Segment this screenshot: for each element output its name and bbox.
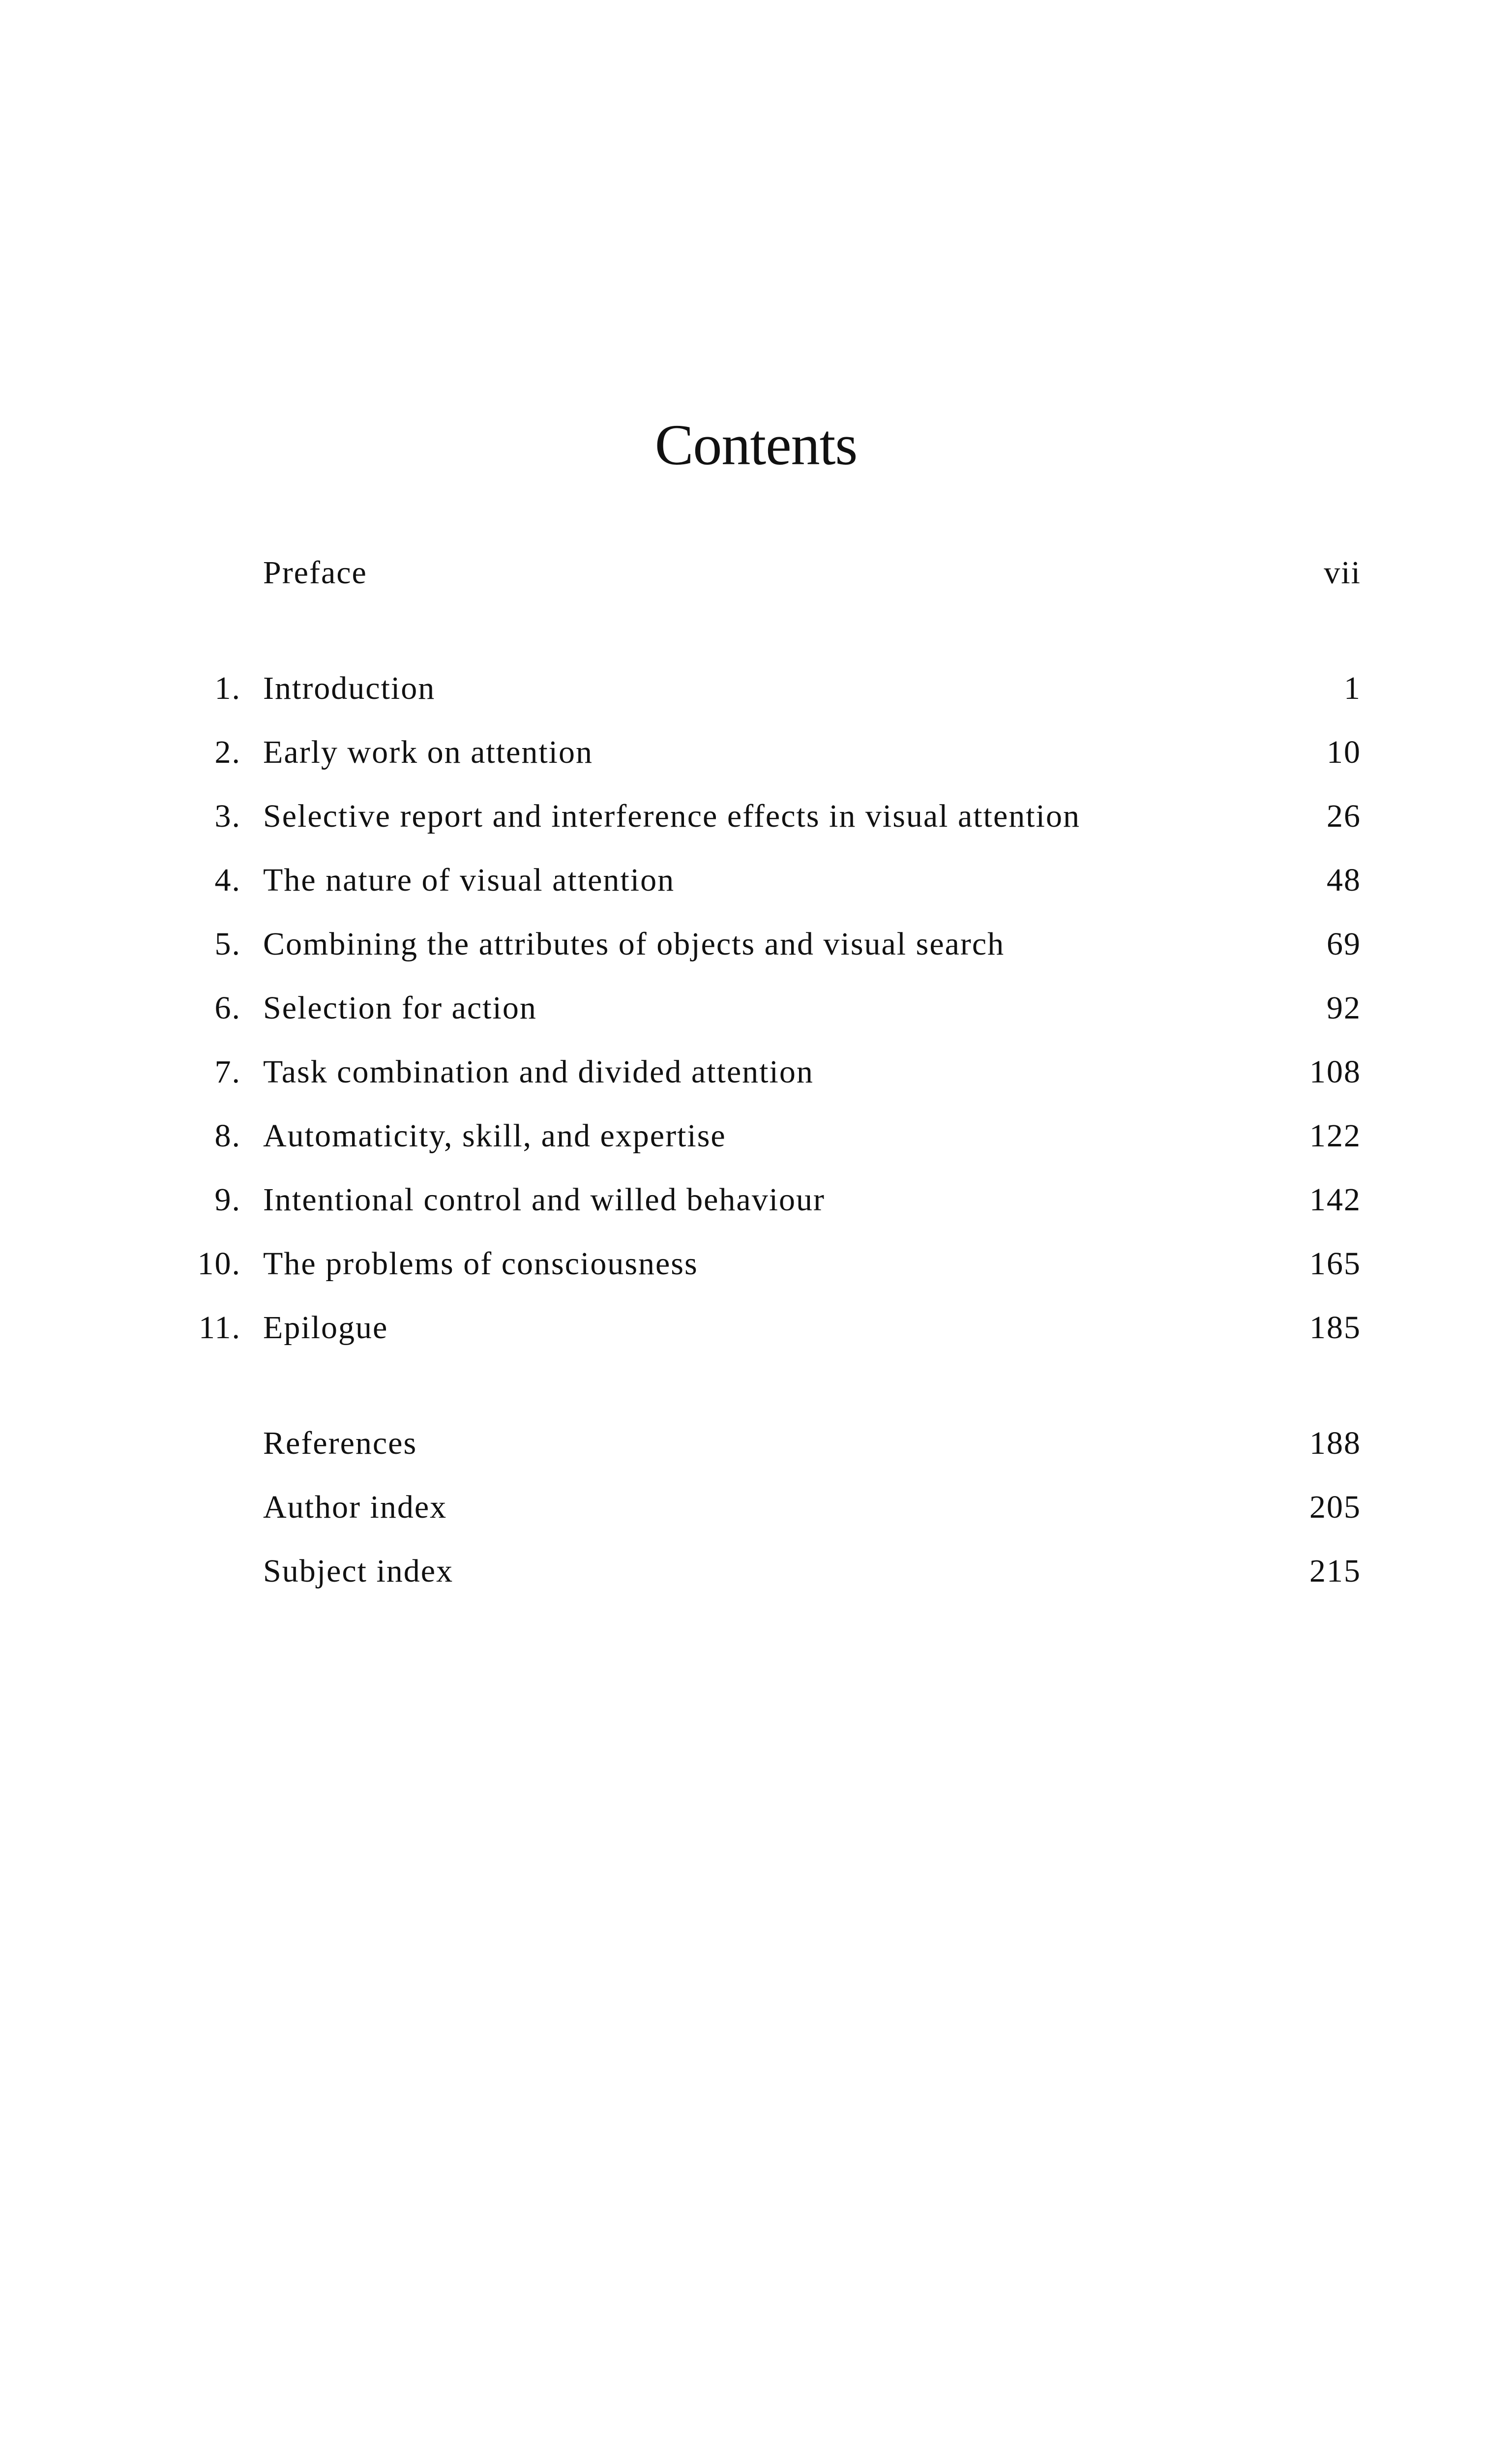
toc-entry-label: Selection for action bbox=[263, 990, 537, 1026]
toc-entry-page: 26 bbox=[1327, 798, 1361, 834]
toc-entry-label: Selective report and interference effects in visual attention bbox=[263, 798, 1080, 834]
toc-entry-label: Epilogue bbox=[263, 1310, 388, 1346]
toc-chapter-number: 5. bbox=[214, 926, 241, 962]
toc-entry-page: 69 bbox=[1327, 926, 1361, 962]
toc-chapter-number: 11. bbox=[198, 1310, 241, 1346]
toc-chapter-number: 9. bbox=[214, 1182, 241, 1218]
toc-entry-chapter-3 bbox=[0, 789, 1512, 843]
toc-entry-label: The problems of consciousness bbox=[263, 1246, 698, 1282]
toc-entry-chapter-6 bbox=[0, 981, 1512, 1035]
toc-entry-chapter-2 bbox=[0, 725, 1512, 780]
toc-entry-preface bbox=[0, 546, 1512, 600]
toc-entry-page: vii bbox=[1324, 555, 1361, 591]
toc-entry-page: 1 bbox=[1344, 670, 1361, 706]
toc-chapter-number: 7. bbox=[214, 1054, 241, 1090]
toc-chapter-number: 3. bbox=[214, 798, 241, 834]
toc-entry-chapter-5 bbox=[0, 917, 1512, 971]
toc-entry-label: Automaticity, skill, and expertise bbox=[263, 1118, 726, 1154]
toc-entry-label: References bbox=[263, 1425, 417, 1461]
toc-chapter-number: 4. bbox=[214, 862, 241, 898]
toc-entry-label: Subject index bbox=[263, 1553, 454, 1589]
toc-entry-chapter-8 bbox=[0, 1109, 1512, 1163]
toc-chapter-number: 6. bbox=[214, 990, 241, 1026]
toc-entry-label: Combining the attributes of objects and visual search bbox=[263, 926, 1005, 962]
toc-entry-chapter-7 bbox=[0, 1045, 1512, 1099]
toc-entry-page: 142 bbox=[1309, 1182, 1361, 1218]
toc-entry-chapter-9 bbox=[0, 1173, 1512, 1227]
toc-entry-page: 48 bbox=[1327, 862, 1361, 898]
toc-entry-page: 215 bbox=[1309, 1553, 1361, 1589]
toc-entry-label: Early work on attention bbox=[263, 734, 593, 770]
toc-entry-chapter-10 bbox=[0, 1237, 1512, 1291]
toc-entry-label: The nature of visual attention bbox=[263, 862, 675, 898]
toc-entry-page: 165 bbox=[1309, 1246, 1361, 1282]
toc-entry-label: Introduction bbox=[263, 670, 436, 706]
contents-title: Contents bbox=[654, 413, 858, 477]
toc-entry-subject-index bbox=[0, 1544, 1512, 1598]
toc-entry-label: Author index bbox=[263, 1489, 447, 1525]
toc-entry-references bbox=[0, 1416, 1512, 1470]
toc-entry-page: 205 bbox=[1309, 1489, 1361, 1525]
toc-entry-chapter-11 bbox=[0, 1301, 1512, 1355]
toc-entry-chapter-1 bbox=[0, 661, 1512, 716]
toc-chapter-number: 2. bbox=[214, 734, 241, 770]
toc-entry-label: Task combination and divided attention bbox=[263, 1054, 814, 1090]
toc-entry-chapter-4 bbox=[0, 853, 1512, 907]
toc-entry-author-index bbox=[0, 1480, 1512, 1534]
toc-entry-page: 92 bbox=[1327, 990, 1361, 1026]
toc-entry-page: 185 bbox=[1309, 1310, 1361, 1346]
toc-chapter-number: 8. bbox=[214, 1118, 241, 1154]
toc-chapter-number: 10. bbox=[197, 1246, 241, 1282]
toc-entry-page: 108 bbox=[1309, 1054, 1361, 1090]
toc-chapter-number: 1. bbox=[214, 670, 241, 706]
toc-entry-label: Intentional control and willed behaviour bbox=[263, 1182, 826, 1218]
toc-entry-page: 188 bbox=[1309, 1425, 1361, 1461]
toc-entry-page: 10 bbox=[1327, 734, 1361, 770]
toc-entry-label: Preface bbox=[263, 555, 367, 591]
toc-entry-page: 122 bbox=[1309, 1118, 1361, 1154]
